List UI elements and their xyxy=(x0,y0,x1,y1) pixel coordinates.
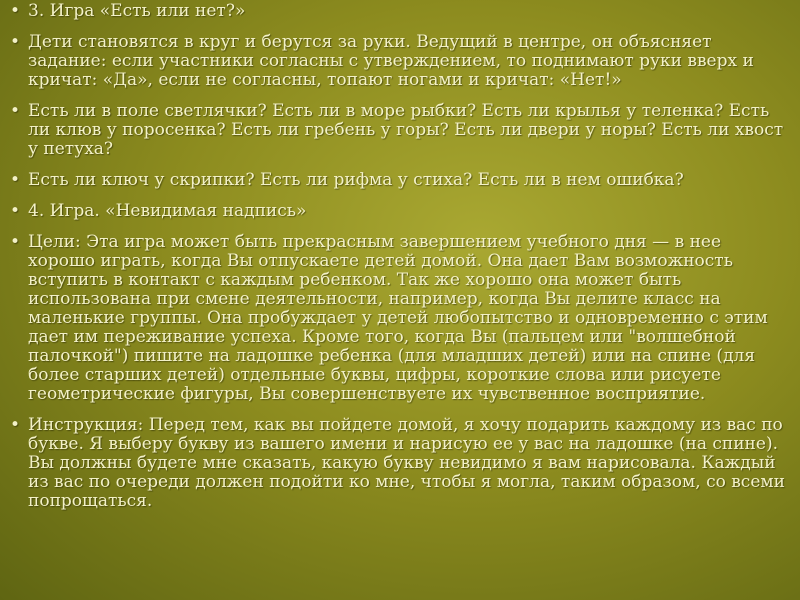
bullet-item-game-3-questions xyxy=(10,102,792,159)
bullet-item-game-3-title xyxy=(10,2,792,21)
bullet-text: Есть ли в поле светлячки? Есть ли в море рыбки? Есть ли крылья у теленка? Есть ли клюв у поросенка? Есть ли гребень у горы? Есть ли двери у норы? Есть ли хвост у петуха? xyxy=(28,101,784,159)
bullet-item-game-3-questions-more xyxy=(10,171,792,190)
bullet-text: Инструкция: Перед тем, как вы пойдете домой, я хочу подарить каждому из вас по букве. Я выберу букву из вашего имени и нарисую ее у вас на ладошке (на спине). Вы должны будете мне сказать, какую букву невидимо я вам нарисовала. Каждый из вас по очереди должен подойти ко мне, чтобы я могла, таким образом, со всеми попрощаться. xyxy=(28,415,785,511)
bullet-dot-icon: • xyxy=(10,415,21,435)
bullet-dot-icon: • xyxy=(10,101,21,121)
bullet-dot-icon: • xyxy=(10,170,21,190)
bullet-item-game-3-rules xyxy=(10,33,792,90)
bullet-list xyxy=(10,2,792,523)
bullet-dot-icon: • xyxy=(10,232,21,252)
bullet-text: Цели: Эта игра может быть прекрасным завершением учебного дня — в нее хорошо играть, когда Вы отпускаете детей домой. Она дает Вам возможность вступить в контакт с каждым ребенком. Так же хорошо она может быть использована при смене деятельности, например, когда Вы делите класс на маленькие группы. Она пробуждает у детей любопытство и одновременно с этим дает им переживание успеха. Кроме того, когда Вы (пальцем или "волшебной палочкой") пишите на ладошке ребенка (для младших детей) или на спине (для более старших детей) отдельные буквы, цифры, короткие слова или рисуете геометрические фигуры, Вы совершенствуете их чувственное восприятие. xyxy=(28,232,768,404)
bullet-text: Дети становятся в круг и берутся за руки. Ведущий в центре, он объясняет задание: если участники согласны с утверждением, то поднимают руки вверх и кричат: «Да», если не согласны, топают ногами и кричат: «Нет!» xyxy=(28,32,754,90)
bullet-dot-icon: • xyxy=(10,32,21,52)
bullet-text: 4. Игра. «Невидимая надпись» xyxy=(28,201,307,221)
bullet-item-game-4-title xyxy=(10,202,792,221)
bullet-item-game-4-goals xyxy=(10,233,792,404)
bullet-dot-icon: • xyxy=(10,201,21,221)
bullet-dot-icon: • xyxy=(10,1,21,21)
bullet-text: 3. Игра «Есть или нет?» xyxy=(28,1,246,21)
bullet-item-game-4-instructions xyxy=(10,416,792,511)
bullet-text: Есть ли ключ у скрипки? Есть ли рифма у стиха? Есть ли в нем ошибка? xyxy=(28,170,684,190)
